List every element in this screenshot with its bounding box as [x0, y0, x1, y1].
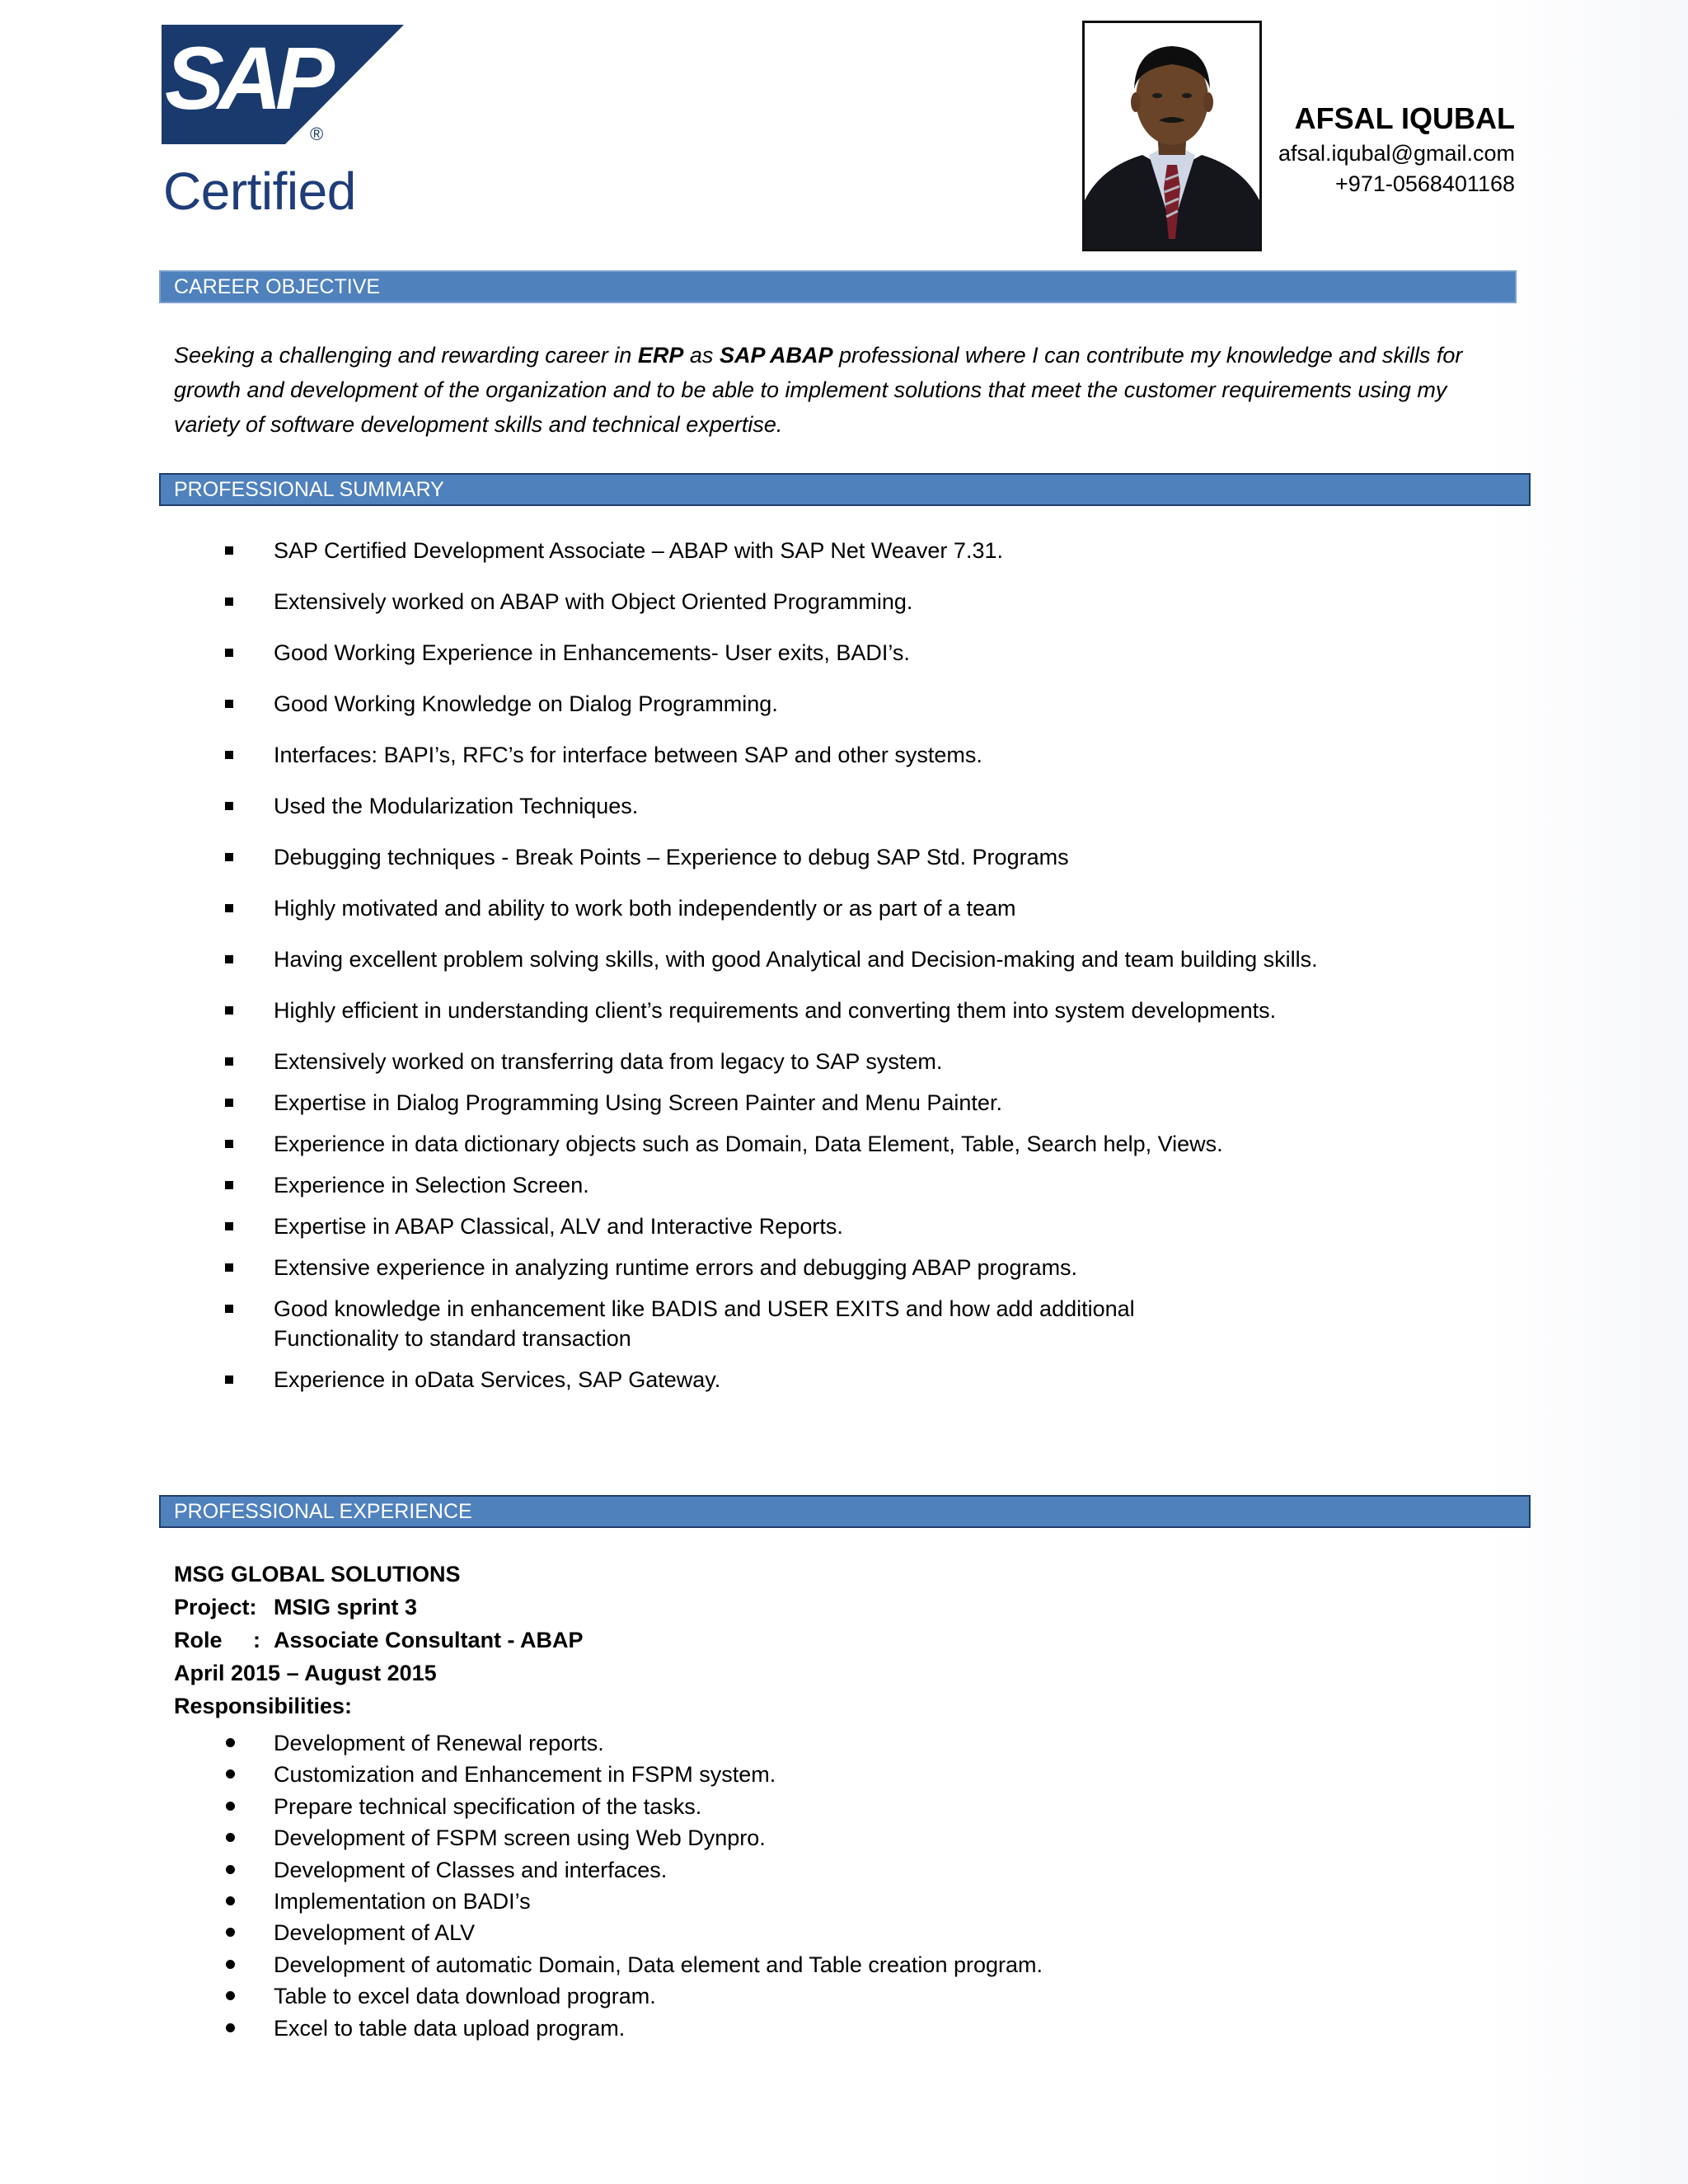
responsibilities-list: [174, 1727, 1410, 2044]
square-bullet-icon: [225, 802, 233, 810]
round-bullet-icon: [226, 1769, 235, 1779]
list-item: Highly motivated and ability to work both independently or as part of a team: [174, 893, 1493, 923]
list-item: Development of Renewal reports.: [174, 1727, 1410, 1759]
square-bullet-icon: [225, 1006, 233, 1015]
square-bullet-icon: [225, 546, 233, 555]
square-bullet-icon: [225, 904, 233, 912]
round-bullet-icon: [226, 1991, 235, 2000]
candidate-name: AFSAL IQUBAL: [1294, 101, 1515, 135]
certified-label: Certified: [163, 162, 356, 221]
svg-text:®: ®: [310, 124, 324, 144]
list-item: Implementation on BADI’s: [174, 1886, 1410, 1917]
list-item: Experience in Selection Screen.: [174, 1170, 1493, 1200]
list-item: Customization and Enhancement in FSPM system.: [174, 1759, 1410, 1790]
svg-text:SAP: SAP: [165, 28, 329, 128]
square-bullet-icon: [225, 1140, 233, 1148]
square-bullet-icon: [225, 649, 233, 657]
employment-period: April 2015 – August 2015: [174, 1661, 437, 1685]
sap-logo-badge: [162, 25, 404, 144]
square-bullet-icon: [225, 1222, 233, 1230]
phone-number: +971-0568401168: [1335, 171, 1515, 196]
round-bullet-icon: [226, 1865, 235, 1874]
list-item: SAP Certified Development Associate – ABAP with SAP Net Weaver 7.31.: [174, 536, 1493, 565]
career-objective-header: CAREER OBJECTIVE: [159, 270, 1517, 303]
career-objective-text: [174, 338, 1509, 442]
profile-photo: [1082, 21, 1262, 251]
square-bullet-icon: [225, 1305, 233, 1313]
list-item: Development of Classes and interfaces.: [174, 1854, 1410, 1886]
list-item: Good Working Knowledge on Dialog Programming.: [174, 689, 1493, 719]
list-item: Development of automatic Domain, Data element and Table creation program.: [174, 1949, 1410, 1980]
project-label: Project:: [174, 1595, 257, 1619]
list-item: Good Working Experience in Enhancements- User exits, BADI’s.: [174, 638, 1493, 668]
experience-entry: [174, 1558, 1410, 2044]
list-item: Prepare technical specification of the tasks.: [174, 1791, 1410, 1822]
list-item: Extensive experience in analyzing runtime errors and debugging ABAP programs.: [174, 1253, 1493, 1282]
square-bullet-icon: [225, 1057, 233, 1066]
list-item: Development of FSPM screen using Web Dynpro.: [174, 1822, 1410, 1854]
list-item: Highly efficient in understanding client’s requirements and converting them into system developments.: [174, 996, 1493, 1025]
summary-list: [174, 536, 1493, 1394]
round-bullet-icon: [226, 1960, 235, 1969]
project-line: [174, 1591, 1410, 1624]
round-bullet-icon: [226, 1738, 235, 1747]
list-item: Experience in data dictionary objects such as Domain, Data Element, Table, Search help, Views.: [174, 1129, 1493, 1159]
objective-part-2: as: [683, 343, 720, 368]
objective-sap-abap: SAP ABAP: [719, 343, 833, 368]
square-bullet-icon: [225, 1181, 233, 1189]
list-item: Debugging techniques - Break Points – Experience to debug SAP Std. Programs: [174, 842, 1493, 872]
email-address[interactable]: afsal.iqubal@gmail.com: [1278, 141, 1515, 166]
square-bullet-icon: [225, 955, 233, 963]
professional-summary-header: PROFESSIONAL SUMMARY: [159, 473, 1531, 506]
square-bullet-icon: [225, 598, 233, 606]
square-bullet-icon: [225, 700, 233, 708]
objective-part-3: professional where I can contribute my knowledge and skills for growth and development of the organization and to be able to implement solutions that meet the customer requirements using my variety of software development skills and technical expertise.: [174, 343, 1463, 437]
list-item: Extensively worked on transferring data from legacy to SAP system.: [174, 1047, 1493, 1076]
sap-certified-logo: [162, 25, 404, 223]
list-item: Extensively worked on ABAP with Object Oriented Programming.: [174, 587, 1493, 616]
round-bullet-icon: [226, 1928, 235, 1937]
responsibilities-label: Responsibilities:: [174, 1694, 353, 1718]
square-bullet-icon: [225, 1099, 233, 1107]
square-bullet-icon: [225, 853, 233, 861]
role-line: [174, 1624, 1410, 1657]
company-name: MSG GLOBAL SOLUTIONS: [174, 1562, 461, 1586]
professional-experience-header: PROFESSIONAL EXPERIENCE: [159, 1495, 1531, 1528]
list-item: Good knowledge in enhancement like BADIS and USER EXITS and how add additional Functionality to standard transaction: [174, 1294, 1493, 1353]
role-name: Associate Consultant - ABAP: [274, 1628, 584, 1652]
list-item: Development of ALV: [174, 1917, 1410, 1948]
profile-photo-image: [1085, 23, 1259, 249]
objective-erp: ERP: [637, 343, 684, 368]
list-item: Expertise in ABAP Classical, ALV and Interactive Reports.: [174, 1212, 1493, 1241]
project-name: MSIG sprint 3: [274, 1595, 418, 1619]
round-bullet-icon: [226, 2023, 235, 2032]
round-bullet-icon: [226, 1833, 235, 1842]
round-bullet-icon: [226, 1896, 235, 1905]
list-item: Experience in oData Services, SAP Gateway.: [174, 1365, 1493, 1394]
list-item: Used the Modularization Techniques.: [174, 791, 1493, 821]
square-bullet-icon: [225, 1263, 233, 1272]
contact-block: [1278, 99, 1515, 199]
square-bullet-icon: [225, 1376, 233, 1384]
role-label: Role :: [174, 1628, 261, 1652]
list-item: Excel to table data upload program.: [174, 2013, 1410, 2044]
objective-part-1: Seeking a challenging and rewarding career in: [174, 343, 638, 368]
list-item: Expertise in Dialog Programming Using Screen Painter and Menu Painter.: [174, 1088, 1493, 1118]
square-bullet-icon: [225, 751, 233, 759]
list-item: Having excellent problem solving skills, with good Analytical and Decision-making and team building skills.: [174, 944, 1493, 974]
list-item: Table to excel data download program.: [174, 1980, 1410, 2012]
list-item: Interfaces: BAPI’s, RFC’s for interface between SAP and other systems.: [174, 740, 1493, 770]
round-bullet-icon: [226, 1802, 235, 1811]
